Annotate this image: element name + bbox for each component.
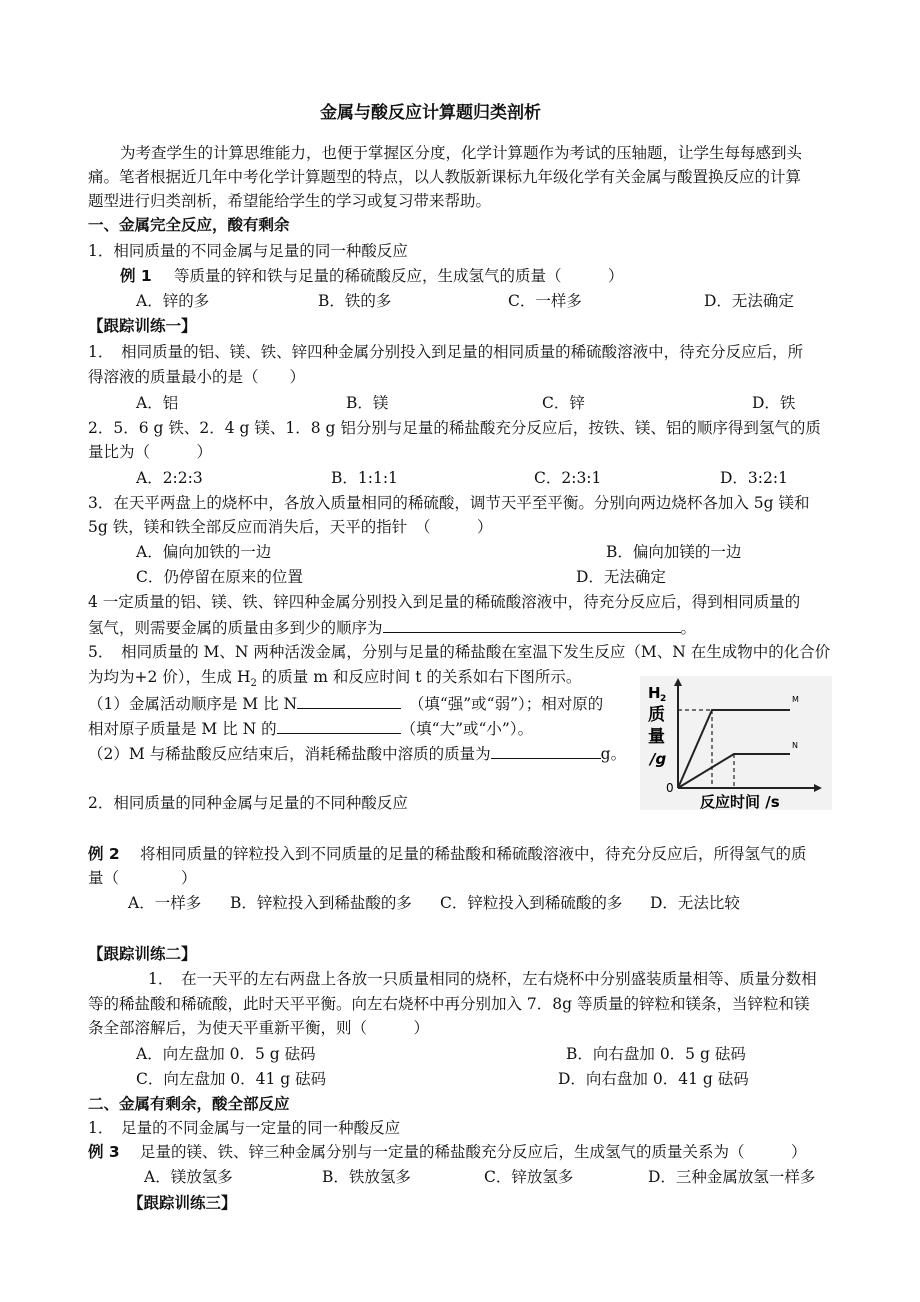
training-1-q3-option-a: A．偏向加铁的一边 bbox=[136, 543, 272, 561]
q5-part-2 bbox=[88, 742, 626, 765]
training-1-q3-option-c: C．仍停留在原来的位置 bbox=[136, 568, 303, 586]
training-1-q4-line-1: 4 一定质量的铝、镁、铁、锌四种金属分别投入到足量的稀硫酸溶液中，待充分反应后，得到相同质量的 bbox=[88, 593, 801, 611]
training-1-q3-line-2: 5g 铁，镁和铁全部反应而消失后，天平的指针 （ ） bbox=[88, 518, 493, 536]
q5-part-1-prompt: （1）金属活动顺序是 M 比 N bbox=[88, 695, 298, 713]
example-2-option-a: A．一样多 bbox=[128, 894, 202, 912]
origin-label: 0 bbox=[666, 781, 674, 795]
training-1-q3-line-1: 3．在天平两盘上的烧杯中，各放入质量相同的稀硫酸，调节天平至平衡。分别向两边烧杯各加入 5g 镁和 bbox=[88, 494, 810, 512]
example-1-option-a: A．锌的多 bbox=[136, 292, 210, 310]
training-2-line-1: 1． 在一天平的左右两盘上各放一只质量相同的烧杯，左右烧杯中分别盛装质量相等、质量分数相 bbox=[148, 970, 817, 988]
q5-part-1-hint: （填“强”或“弱”）；相对原的 bbox=[401, 695, 604, 713]
q5-mass-hint: （填“大”或“小”）。 bbox=[400, 720, 534, 738]
training-2-option-d: D．向右盘加 0．41 g 砝码 bbox=[558, 1070, 749, 1088]
training-1-q2-option-c: C．2:3:1 bbox=[534, 469, 602, 487]
example-1-option-b: B．铁的多 bbox=[318, 292, 392, 310]
q5-solute-blank[interactable] bbox=[491, 742, 601, 759]
training-3-heading: 【跟踪训练三】 bbox=[128, 1194, 237, 1212]
example-2-line-1: 将相同质量的锌粒投入到不同质量的足量的稀盐酸和稀硫酸溶液中，待充分反应后，所得氢气的质 bbox=[140, 845, 807, 863]
training-1-q5-line-1: 5． 相同质量的 M、N 两种活泼金属，分别与足量的稀盐酸在室温下发生反应（M、N 在生成物中的化合价 bbox=[88, 643, 831, 661]
example-3-option-b: B．铁放氢多 bbox=[322, 1168, 411, 1186]
training-1-q1-option-b: B．镁 bbox=[346, 394, 389, 412]
y-label-unit: /g bbox=[650, 750, 667, 768]
example-1-stem: 等质量的锌和铁与足量的稀硫酸反应，生成氢气的质量（ ） bbox=[174, 267, 624, 285]
q5-part-1-line-2 bbox=[88, 717, 533, 740]
training-2-line-3: 条全部溶解后，为使天平重新平衡，则（ ） bbox=[88, 1019, 430, 1037]
example-2-option-d: D．无法比较 bbox=[650, 894, 740, 912]
example-1-label: 例 1 bbox=[120, 267, 152, 285]
y-label-h: H bbox=[648, 684, 661, 702]
training-1-q2-option-a: A．2:2:3 bbox=[136, 469, 203, 487]
q4-prompt: 氢气，则需要金属的质量由多到少的顺序为 bbox=[88, 619, 383, 637]
intro-line-3: 题型进行归类剖析，希望能给学生的学习或复习带来帮助。 bbox=[88, 192, 492, 210]
training-1-q1-line-2: 得溶液的质量最小的是（ ） bbox=[88, 368, 306, 386]
intro-line-2: 痛。笔者根据近几年中考化学计算题型的特点，以人教版新课标九年级化学有关金属与酸置换反应的计算 bbox=[88, 168, 802, 186]
y-label-char-2: 量 bbox=[648, 727, 665, 747]
training-1-q1-option-c: C．锌 bbox=[542, 394, 585, 412]
x-axis-label: 反应时间 /s bbox=[700, 793, 780, 810]
section-1-sub-1: 1．相同质量的不同金属与足量的同一种酸反应 bbox=[88, 242, 408, 260]
q5-line-2-pre: 为均为+2 价），生成 H bbox=[88, 668, 251, 686]
curve-n-label: N bbox=[792, 741, 798, 750]
training-2-option-b: B．向右盘加 0．5 g 砝码 bbox=[566, 1045, 746, 1063]
q5-part-1-line-1 bbox=[88, 692, 603, 715]
training-2-heading: 【跟踪训练二】 bbox=[88, 945, 197, 963]
q4-answer-blank[interactable] bbox=[383, 616, 681, 633]
training-1-q2-option-d: D．3:2:1 bbox=[720, 469, 788, 487]
y-label-sub: 2 bbox=[660, 694, 667, 704]
q5-line-2-post: 的质量 m 和反应时间 t 的关系如右下图所示。 bbox=[256, 668, 582, 686]
example-2-option-b: B．锌粒投入到稀盐酸的多 bbox=[230, 894, 412, 912]
q5-mass-blank[interactable] bbox=[277, 717, 401, 734]
training-1-q4-line-2 bbox=[88, 616, 696, 639]
example-1-option-c: C．一样多 bbox=[508, 292, 582, 310]
curve-m-label: M bbox=[792, 695, 799, 704]
example-2-label: 例 2 bbox=[88, 845, 120, 863]
training-1-q1-option-d: D．铁 bbox=[752, 394, 796, 412]
section-1-heading: 一、金属完全反应，酸有剩余 bbox=[88, 216, 290, 234]
example-1-option-d: D．无法确定 bbox=[704, 292, 794, 310]
training-2-line-2: 等的稀盐酸和稀硫酸，此时天平平衡。向左右烧杯中再分别加入 7．8g 等质量的锌粒和镁条，当锌粒和镁 bbox=[88, 995, 810, 1013]
example-3-option-c: C．锌放氢多 bbox=[484, 1168, 574, 1186]
q4-period: 。 bbox=[680, 619, 697, 637]
example-3-option-d: D．三种金属放氢一样多 bbox=[648, 1168, 816, 1186]
q5-h2-subscript: 2 bbox=[250, 678, 257, 690]
training-1-q2-line-2: 量比为（ ） bbox=[88, 443, 213, 461]
training-1-q3-option-b: B．偏向加镁的一边 bbox=[606, 543, 742, 561]
section-1-sub-2: 2．相同质量的同种金属与足量的不同种酸反应 bbox=[88, 794, 408, 812]
section-2-sub-1: 1． 足量的不同金属与一定量的同一种酸反应 bbox=[88, 1119, 401, 1137]
intro-line-1: 为考查学生的计算思维能力，也便于掌握区分度，化学计算题作为考试的压轴题，让学生每每感到头 bbox=[120, 144, 803, 162]
example-3-label: 例 3 bbox=[88, 1143, 120, 1161]
training-1-q2-option-b: B．1:1:1 bbox=[331, 469, 398, 487]
y-label-char-1: 质 bbox=[648, 705, 665, 725]
training-1-q1-line-1: 1． 相同质量的铝、镁、铁、锌四种金属分别投入到足量的相同质量的稀硫酸溶液中，待充分反应后，所 bbox=[88, 343, 804, 361]
q5-part-2-unit: g。 bbox=[600, 745, 627, 763]
training-1-q5-line-2 bbox=[88, 666, 581, 695]
mass-time-graph bbox=[640, 676, 832, 810]
training-2-option-c: C．向左盘加 0．41 g 砝码 bbox=[136, 1070, 327, 1088]
section-2-heading: 二、金属有剩余，酸全部反应 bbox=[88, 1095, 290, 1113]
example-3-option-a: A．镁放氢多 bbox=[144, 1168, 233, 1186]
q5-activity-blank[interactable] bbox=[297, 692, 401, 709]
training-1-heading: 【跟踪训练一】 bbox=[88, 317, 197, 335]
example-2-line-2: 量（ ） bbox=[88, 869, 197, 887]
training-1-q3-option-d: D．无法确定 bbox=[576, 568, 666, 586]
q5-part-2-prompt: （2）M 与稀盐酸反应结束后，消耗稀盐酸中溶质的质量为 bbox=[88, 745, 491, 763]
example-2-option-c: C．锌粒投入到稀硫酸的多 bbox=[440, 894, 623, 912]
example-3-stem: 足量的镁、铁、锌三种金属分别与一定量的稀盐酸充分反应后，生成氢气的质量关系为（ ） bbox=[140, 1143, 807, 1161]
page-title: 金属与酸反应计算题归类剖析 bbox=[320, 103, 541, 123]
q5-mass-prompt: 相对原子质量是 M 比 N 的 bbox=[88, 720, 277, 738]
training-2-option-a: A．向左盘加 0．5 g 砝码 bbox=[136, 1045, 316, 1063]
training-1-q1-option-a: A．铝 bbox=[136, 394, 179, 412]
training-1-q2-line-1: 2．5．6 g 铁、2．4 g 镁、1．8 g 铝分别与足量的稀盐酸充分反应后，按铁、镁、铝的顺序得到氢气的质 bbox=[88, 419, 821, 437]
